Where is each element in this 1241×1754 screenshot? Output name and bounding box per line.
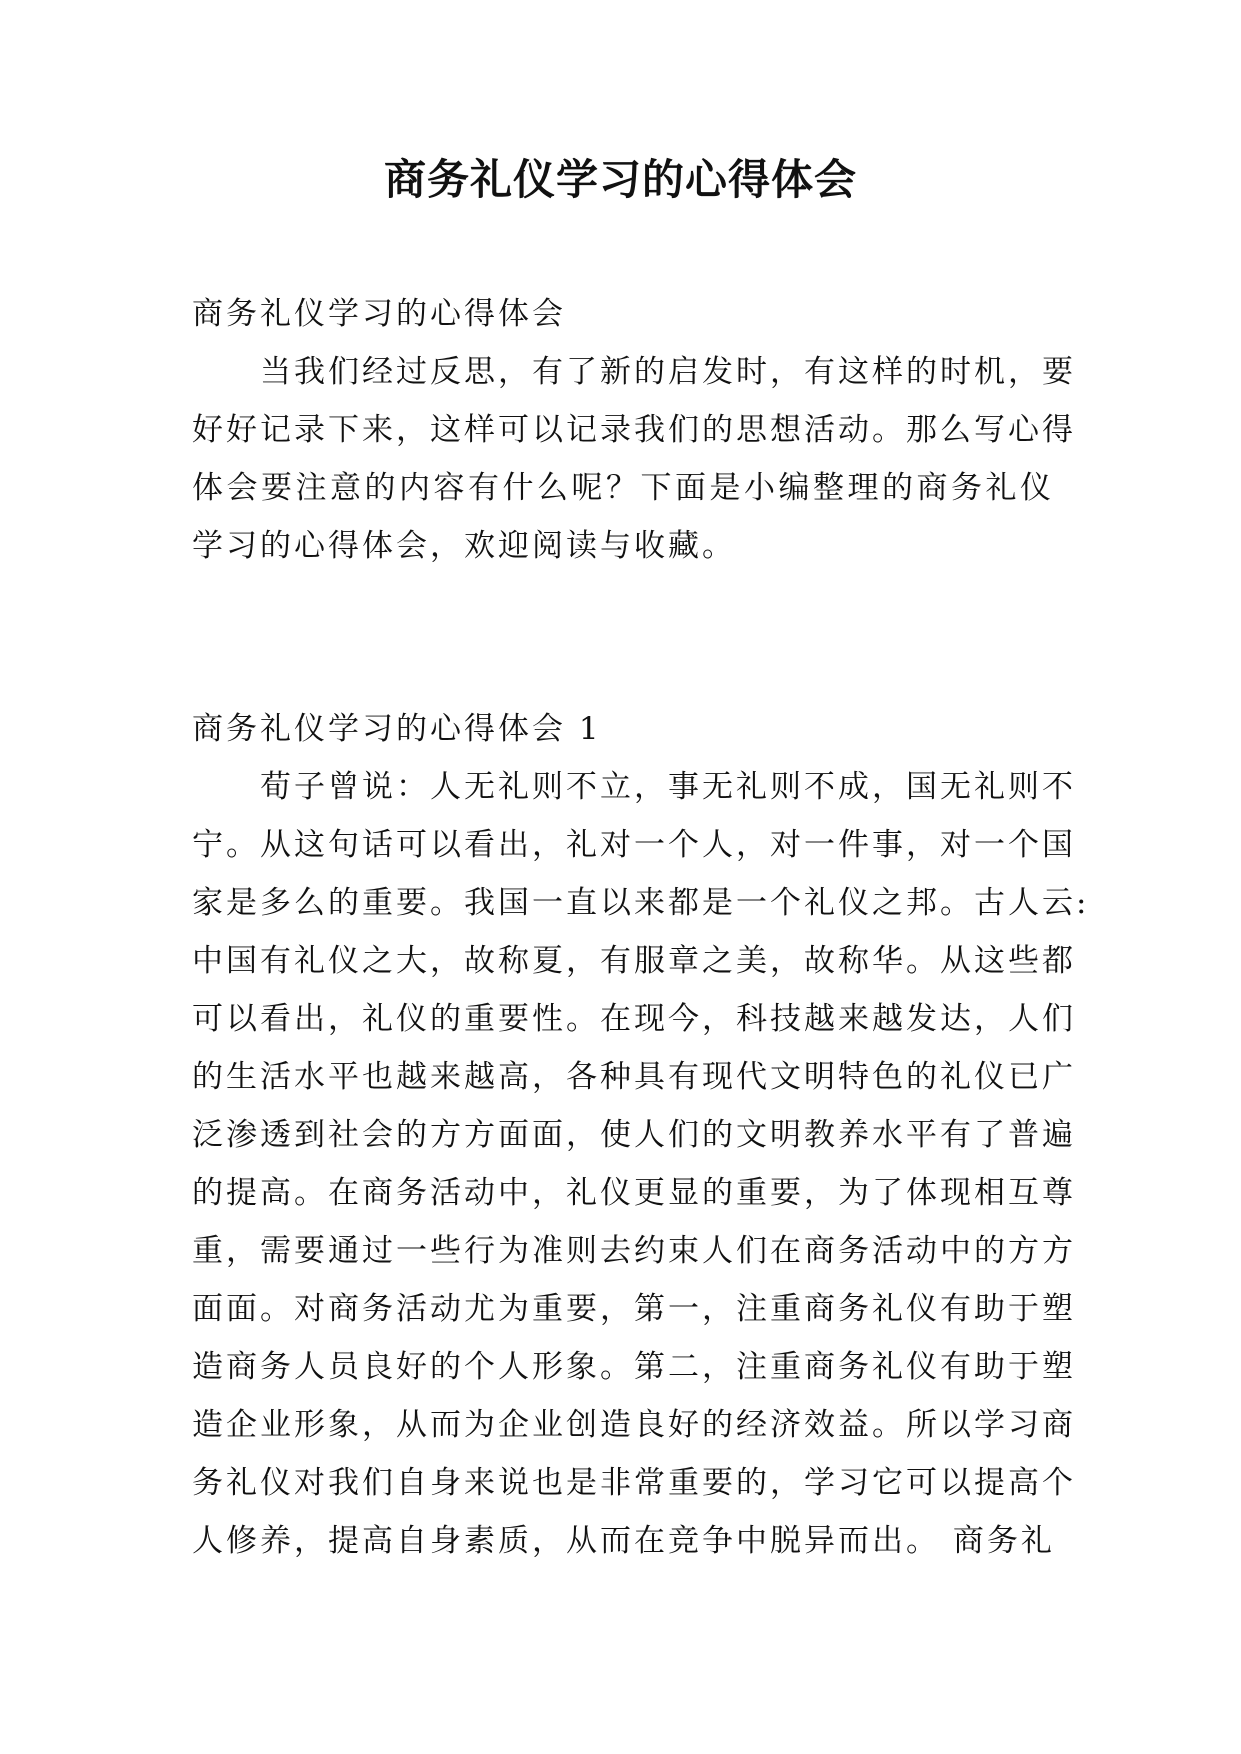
paragraph-line: 好好记录下来，这样可以记录我们的思想活动。那么写心得 [192,412,1076,448]
document-title: 商务礼仪学习的心得体会 [383,155,857,204]
intro-paragraph [192,343,1076,575]
section-1-paragraph [192,758,1090,1570]
intro-heading: 商务礼仪学习的心得体会 [192,296,566,332]
paragraph-line: 重，需要通过一些行为准则去约束人们在商务活动中的方方 [192,1233,1076,1269]
paragraph-line: 人修养，提高自身素质，从而在竞争中脱异而出。 商务礼 [192,1523,1055,1559]
paragraph-line: 可以看出，礼仪的重要性。在现今，科技越来越发达，人们 [192,1001,1076,1037]
paragraph-line: 家是多么的重要。我国一直以来都是一个礼仪之邦。古人云: [192,885,1090,921]
paragraph-line: 的提高。在商务活动中，礼仪更显的重要，为了体现相互尊 [192,1175,1076,1211]
paragraph-line: 荀子曾说：人无礼则不立，事无礼则不成，国无礼则不 [192,769,1076,805]
intro-section [192,285,1076,575]
section-1 [192,700,1090,1570]
paragraph-line: 宁。从这句话可以看出，礼对一个人，对一件事，对一个国 [192,827,1076,863]
paragraph-line: 泛渗透到社会的方方面面，使人们的文明教养水平有了普遍 [192,1117,1076,1153]
paragraph-line: 体会要注意的内容有什么呢？下面是小编整理的商务礼仪 [192,470,1054,506]
paragraph-line: 当我们经过反思，有了新的启发时，有这样的时机，要 [192,354,1076,390]
paragraph-line: 面面。对商务活动尤为重要，第一，注重商务礼仪有助于塑 [192,1291,1076,1327]
paragraph-line: 造商务人员良好的个人形象。第二，注重商务礼仪有助于塑 [192,1349,1076,1385]
section-1-heading: 商务礼仪学习的心得体会 1 [192,711,602,747]
paragraph-line: 务礼仪对我们自身来说也是非常重要的，学习它可以提高个 [192,1465,1076,1501]
paragraph-line: 的生活水平也越来越高，各种具有现代文明特色的礼仪已广 [192,1059,1076,1095]
paragraph-line: 造企业形象，从而为企业创造良好的经济效益。所以学习商 [192,1407,1076,1443]
paragraph-line: 中国有礼仪之大，故称夏，有服章之美，故称华。从这些都 [192,943,1076,979]
paragraph-line: 学习的心得体会，欢迎阅读与收藏。 [192,528,736,564]
